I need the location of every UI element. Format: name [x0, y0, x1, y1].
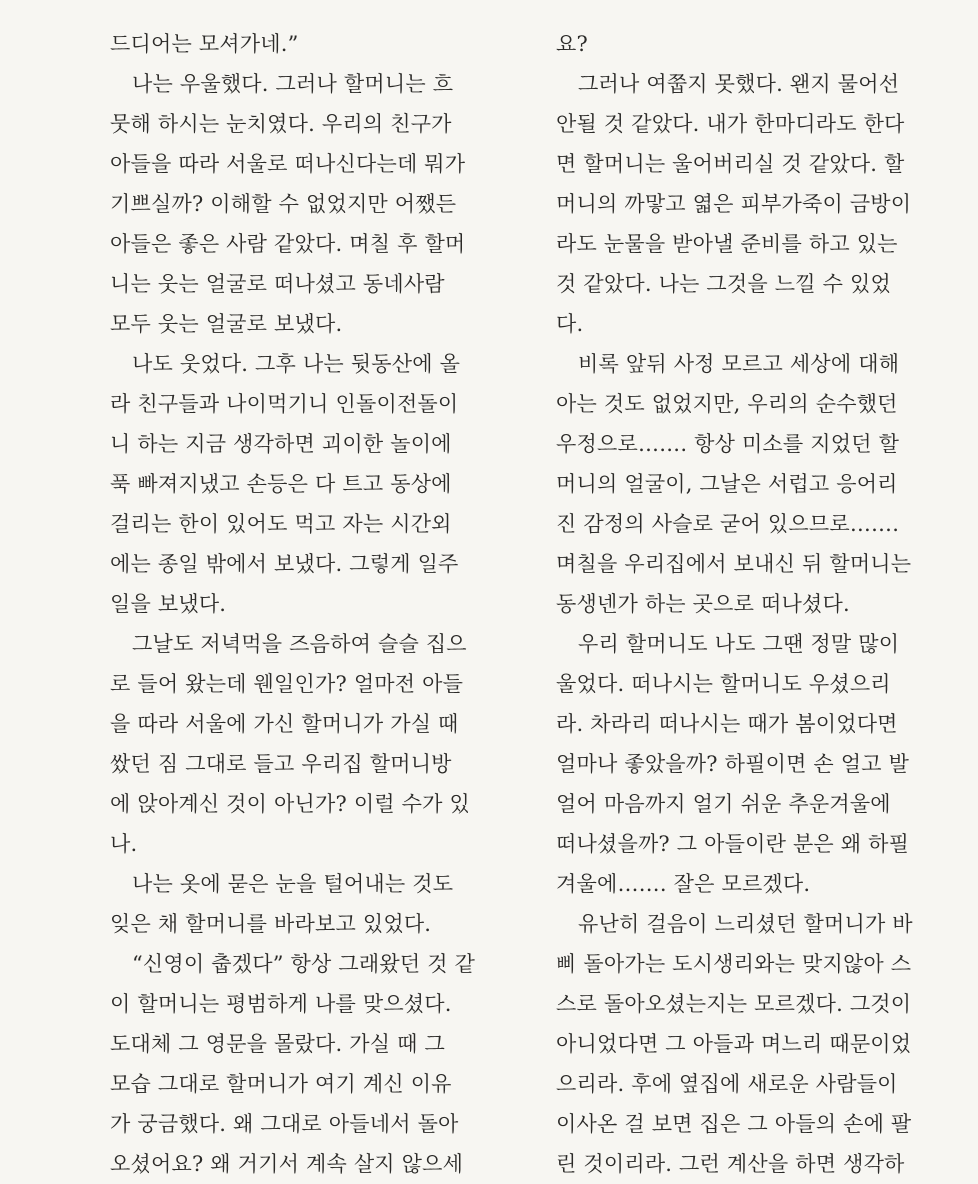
text-line: 푹 빠져지냈고 손등은 다 트고 동상에 [110, 472, 452, 496]
text-line: 나는 우울했다. 그러나 할머니는 흐 [132, 72, 454, 96]
text-line: 오셨어요? 왜 거기서 계속 살지 않으세 [110, 1152, 464, 1176]
text-line: 머니의 까맣고 엷은 피부가죽이 금방이 [556, 192, 912, 216]
text-line: 것 같았다. 나는 그것을 느낄 수 있었 [556, 272, 891, 296]
text-line: 으리라. 후에 옆집에 새로운 사람들이 [556, 1072, 898, 1096]
text-line: 우리 할머니도 나도 그땐 정말 많이 [578, 632, 900, 656]
text-line: 그날도 저녁먹을 즈음하여 슬슬 집으 [132, 632, 467, 656]
text-line: 유난히 걸음이 느리셨던 할머니가 바 [578, 912, 913, 936]
text-line: 그러나 여쭙지 못했다. 왠지 물어선 [578, 72, 900, 96]
text-line: 라 친구들과 나이먹기니 인돌이전돌이 [110, 392, 459, 416]
text-line: 니는 웃는 얼굴로 떠나셨고 동네사람 [110, 272, 445, 296]
text-line: 아는 것도 없었지만, 우리의 순수했던 [556, 392, 898, 416]
text-line: 기쁘실까? 이해할 수 없었지만 어쨌든 [110, 192, 457, 216]
text-line: “신영이 춥겠다” 항상 그래왔던 것 같 [132, 952, 476, 976]
text-line: 이사온 걸 보면 집은 그 아들의 손에 팔 [556, 1112, 912, 1136]
text-line: 도대체 그 영문을 몰랐다. 가실 때 그 [110, 1032, 445, 1056]
text-line: 아니었다면 그 아들과 며느리 때문이었 [556, 1032, 912, 1056]
text-line: 얼마나 좋았을까? 하필이면 손 얼고 발 [556, 752, 910, 776]
text-line: 면 할머니는 울어버리실 것 같았다. 할 [556, 152, 905, 176]
text-line: 진 감정의 사슬로 굳어 있으므로……. [556, 512, 900, 536]
text-line: 비록 앞뒤 사정 모르고 세상에 대해 [578, 352, 900, 376]
text-line: 라도 눈물을 받아낼 준비를 하고 있는 [556, 232, 898, 256]
text-line: 며칠을 우리집에서 보내신 뒤 할머니는 [556, 552, 912, 576]
text-line: 이 할머니는 평범하게 나를 맞으셨다. [110, 992, 452, 1016]
text-line: 동생넨가 하는 곳으로 떠나셨다. [556, 592, 850, 616]
text-line: 일을 보냈다. [110, 592, 227, 616]
text-line: 떠나셨을까? 그 아들이란 분은 왜 하필 [556, 832, 910, 856]
text-line: 나도 웃었다. 그후 나는 뒷동산에 올 [132, 352, 461, 376]
text-line: 겨울에……. 잘은 모르겠다. [556, 872, 811, 896]
text-line: 에 앉아계신 것이 아닌가? 이럴 수가 있 [110, 792, 470, 816]
text-line: 에는 종일 밖에서 보냈다. 그렇게 일주 [110, 552, 459, 576]
text-line: 을 따라 서울에 가신 할머니가 가실 때 [110, 712, 459, 736]
text-line: 우정으로……. 항상 미소를 지었던 할 [556, 432, 900, 456]
text-line: 드디어는 모셔가네.” [110, 32, 299, 56]
text-line: 가 궁금했다. 왜 그대로 아들네서 돌아 [110, 1112, 459, 1136]
text-line: 로 들어 왔는데 웬일인가? 얼마전 아들 [110, 672, 464, 696]
text-line: 걸리는 한이 있어도 먹고 자는 시간외 [110, 512, 452, 536]
text-line: 삐 돌아가는 도시생리와는 맞지않아 스 [556, 952, 912, 976]
text-line: 머니의 얼굴이, 그날은 서럽고 응어리 [556, 472, 898, 496]
text-line: 요? [556, 32, 588, 56]
text-line: 잊은 채 할머니를 바라보고 있었다. [110, 912, 432, 936]
text-line: 모두 웃는 얼굴로 보냈다. [110, 312, 343, 336]
text-line: 쌌던 짐 그대로 들고 우리집 할머니방 [110, 752, 452, 776]
text-line: 뭇해 하시는 눈치였다. 우리의 친구가 [110, 112, 452, 136]
text-line: 다. [556, 312, 584, 336]
text-line: 얼어 마음까지 얼기 쉬운 추운겨울에 [556, 792, 891, 816]
text-line: 안될 것 같았다. 내가 한마디라도 한다 [556, 112, 905, 136]
right-text-column [556, 24, 928, 1184]
text-line: 울었다. 떠나시는 할머니도 우셨으리 [556, 672, 891, 696]
text-line: 니 하는 지금 생각하면 괴이한 놀이에 [110, 432, 452, 456]
text-line: 아들을 따라 서울로 떠나신다는데 뭐가 [110, 152, 466, 176]
text-line: 나. [110, 832, 138, 856]
text-line: 아들은 좋은 사람 같았다. 며칠 후 할머 [110, 232, 466, 256]
text-line: 린 것이리라. 그런 계산을 하면 생각하 [556, 1152, 905, 1176]
text-line: 라. 차라리 떠나시는 때가 봄이었다면 [556, 712, 898, 736]
left-text-column [110, 24, 490, 1184]
text-line: 모습 그대로 할머니가 여기 계신 이유 [110, 1072, 452, 1096]
text-line: 나는 옷에 묻은 눈을 털어내는 것도 [132, 872, 454, 896]
text-line: 스로 돌아오셨는지는 모르겠다. 그것이 [556, 992, 912, 1016]
